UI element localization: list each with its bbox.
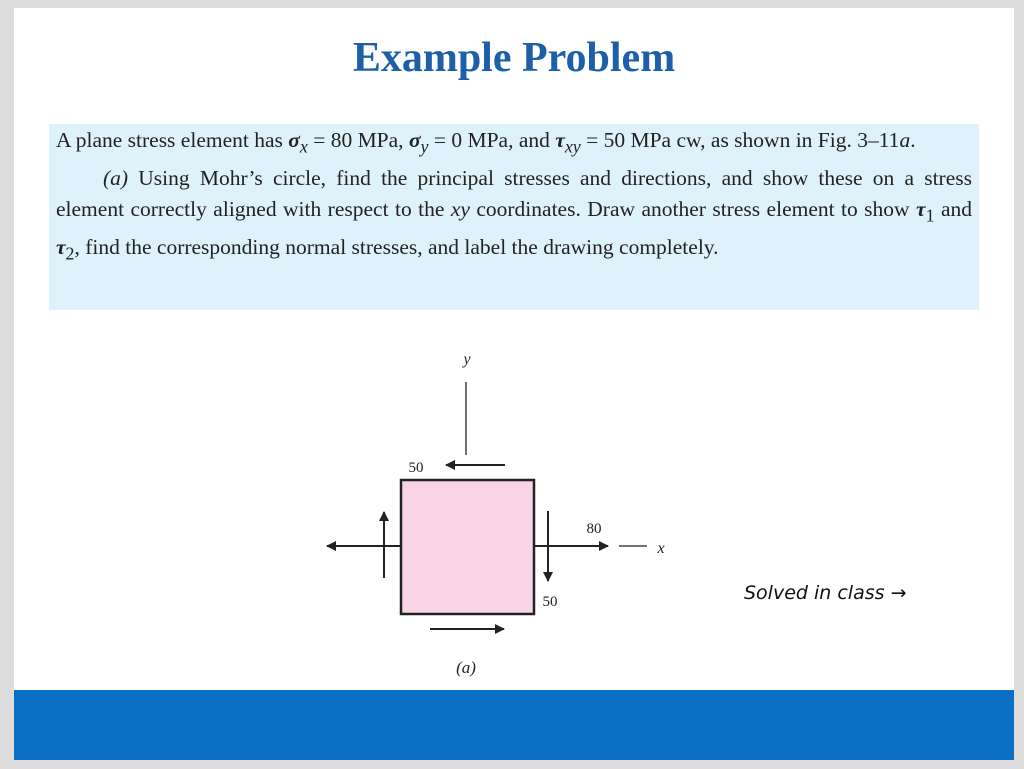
figure-caption: (a) bbox=[456, 658, 476, 677]
tau-xy-subscript: xy bbox=[564, 136, 581, 157]
sigma-y-value: = 0 MPa, and bbox=[428, 128, 556, 152]
p1-end: . bbox=[910, 128, 916, 152]
tau2-symbol: τ bbox=[56, 235, 66, 260]
x-axis-label: x bbox=[657, 540, 665, 557]
y-axis-label: y bbox=[463, 351, 471, 368]
figure-reference-letter: a bbox=[899, 128, 911, 152]
p1-lead-text: A plane stress element has bbox=[56, 128, 289, 152]
right-shear-label: 50 bbox=[542, 594, 558, 610]
tau-xy-symbol: τ bbox=[555, 128, 565, 152]
tau-xy-value: = 50 MPa cw, as shown in Fig. 3–11 bbox=[580, 128, 900, 152]
tau1-subscript: 1 bbox=[925, 205, 935, 226]
normal-stress-label: 80 bbox=[586, 521, 602, 537]
p2-text-c: , find the corresponding normal stresses, and label the drawing completely. bbox=[74, 235, 719, 260]
top-shear-label: 50 bbox=[408, 460, 424, 476]
solved-in-class-note: Solved in class → bbox=[744, 582, 907, 604]
sigma-x-subscript: x bbox=[299, 136, 308, 157]
p2-and-word: and bbox=[934, 197, 972, 222]
xy-coordinates: xy bbox=[450, 197, 470, 222]
sigma-x-symbol: σ bbox=[288, 128, 300, 152]
footer-bar bbox=[14, 690, 1014, 760]
tau1-symbol: τ bbox=[916, 197, 926, 222]
stress-element-square bbox=[401, 480, 534, 614]
sigma-y-symbol: σ bbox=[408, 128, 421, 152]
sigma-x-value: = 80 MPa, bbox=[307, 128, 409, 152]
slide-title: Example Problem bbox=[352, 35, 676, 81]
p2-text-b: coordinates. Draw another stress element to show bbox=[469, 197, 917, 222]
sigma-y-subscript: y bbox=[420, 136, 429, 157]
part-a-label: (a) bbox=[103, 165, 129, 190]
p2-text-a: Using Mohr’s circle, find the principal stresses and directions, and show these on a stress element correctly aligned with respect to the bbox=[56, 165, 972, 222]
slide bbox=[14, 8, 1014, 760]
tau2-subscript: 2 bbox=[65, 243, 75, 264]
